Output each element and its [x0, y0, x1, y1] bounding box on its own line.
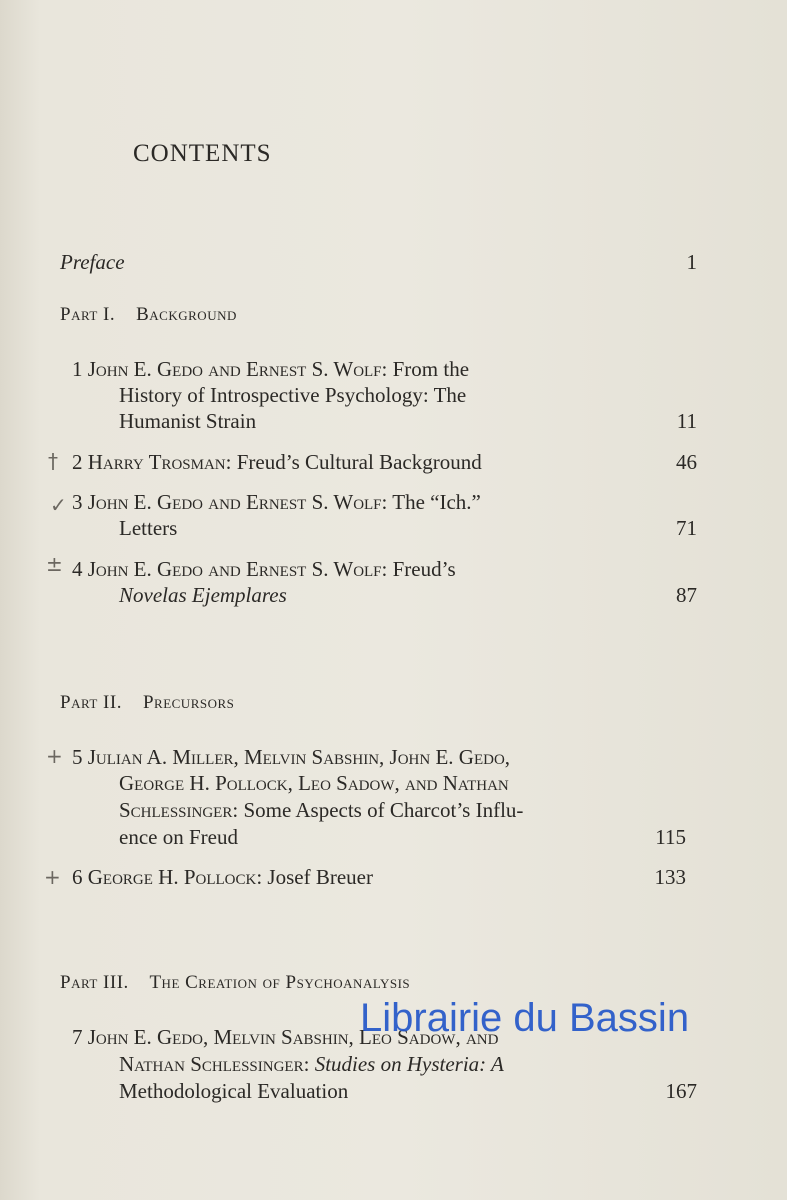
entry-5-title-a: : Some Aspects of Charcot’s Influ-	[232, 798, 524, 822]
entry-1-line-1	[72, 356, 469, 382]
entry-7-line-2	[119, 1051, 504, 1077]
preface-page: 1	[686, 250, 697, 274]
entry-1-line-2: History of Introspective Psychology: The	[119, 383, 467, 407]
entry-1-page: 11	[676, 409, 697, 433]
entry-6-number: 6	[72, 865, 83, 889]
entry-1-number: 1	[72, 357, 83, 381]
entry-7-number: 7	[72, 1025, 83, 1049]
entry-5-line-3	[119, 797, 523, 823]
part-3-heading	[60, 972, 410, 994]
margin-mark-4: +	[46, 744, 63, 768]
entry-3-line-1	[72, 489, 481, 515]
entry-2-page: 46	[676, 450, 697, 474]
entry-1-title-a: : From the	[381, 357, 470, 381]
entry-2-title: : Freud’s Cultural Background	[225, 450, 482, 474]
watermark: Librairie du Bassin	[360, 996, 690, 1040]
entry-1-line-3: Humanist Strain	[119, 409, 257, 433]
entry-2-authors: Harry Trosman	[87, 450, 226, 474]
part-3-number: Part III.	[60, 972, 129, 993]
part-1-heading	[60, 304, 237, 326]
entry-5-line-4: ence on Freud	[119, 825, 238, 849]
part-2-heading	[60, 692, 234, 714]
entry-4-title-a: : Freud’s	[381, 557, 456, 581]
entry-5-number: 5	[72, 745, 83, 769]
entry-4-line-1	[72, 556, 456, 582]
part-2-number: Part II.	[60, 692, 122, 713]
entry-7-authors-a: John E. Gedo, Melvin Sabshin, Leo Sadow, and	[87, 1025, 499, 1049]
preface-label: Preface	[60, 250, 125, 274]
margin-mark-2: ✓	[50, 493, 67, 517]
entry-3-page: 71	[676, 516, 697, 540]
margin-mark-3: ±	[46, 552, 63, 576]
entry-1-authors: John E. Gedo and Ernest S. Wolf	[87, 357, 382, 381]
entry-4-authors: John E. Gedo and Ernest S. Wolf	[87, 557, 382, 581]
part-1-title: Background	[136, 304, 237, 325]
page-title: CONTENTS	[133, 140, 272, 167]
entry-4-number: 4	[72, 557, 83, 581]
entry-7-line-3: Methodological Evaluation	[119, 1079, 349, 1103]
entry-5-authors-c: Schlessinger	[119, 798, 233, 822]
entry-7-authors-b: Nathan Schlessinger:	[119, 1052, 315, 1076]
bleed-through-area	[150, 12, 710, 92]
entry-6-line-1	[72, 864, 373, 890]
entry-6-page: 133	[654, 865, 686, 889]
entry-7-title-a: Studies on Hysteria: A	[314, 1052, 504, 1076]
entry-2-number: 2	[72, 450, 83, 474]
entry-4-line-2: Novelas Ejemplares	[119, 583, 287, 607]
entry-5-line-2: George H. Pollock, Leo Sadow, and Nathan	[119, 771, 509, 795]
entry-7-page: 167	[665, 1079, 697, 1103]
part-3-title: The Creation of Psychoanalysis	[149, 972, 411, 993]
entry-2-line-1	[72, 449, 482, 475]
margin-mark-1: †	[48, 449, 58, 473]
part-1-number: Part I.	[60, 304, 116, 325]
entry-3-number: 3	[72, 490, 83, 514]
entry-6-title: : Josef Breuer	[256, 865, 373, 889]
entry-4-page: 87	[676, 583, 697, 607]
entry-5-line-1	[72, 744, 510, 770]
entry-3-title-a: : The “Ich.”	[381, 490, 481, 514]
part-2-title: Precursors	[142, 692, 235, 713]
entry-5-page: 115	[655, 825, 686, 849]
entry-3-authors: John E. Gedo and Ernest S. Wolf	[87, 490, 382, 514]
entry-5-authors-a: Julian A. Miller, Melvin Sabshin, John E. Gedo,	[87, 745, 511, 769]
margin-mark-5: +	[44, 865, 61, 889]
entry-6-authors: George H. Pollock	[87, 865, 257, 889]
entry-3-line-2: Letters	[119, 516, 178, 540]
